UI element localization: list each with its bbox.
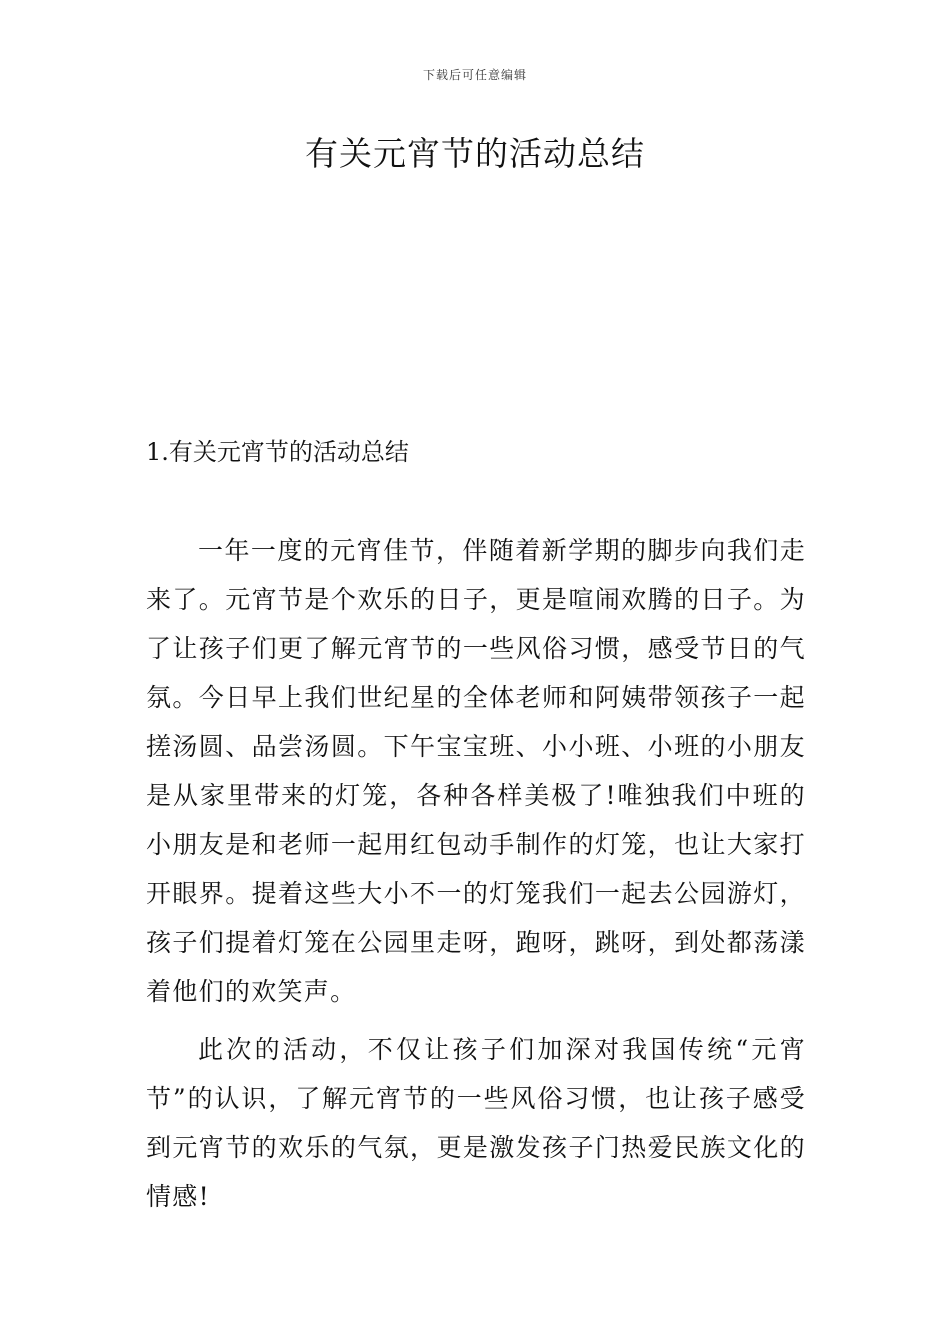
body-paragraph-1: 一年一度的元宵佳节，伴随着新学期的脚步向我们走来了。元宵节是个欢乐的日子，更是喧闹欢腾的日子。为了让孩子们更了解元宵节的一些风俗习惯，感受节日的气氛。今日早上我们世纪星的全体老师和阿姨带领孩子一起搓汤圆、品尝汤圆。下午宝宝班、小小班、小班的小朋友是从家里带来的灯笼，各种各样美极了!唯独我们中班的小朋友是和老师一起用红包动手制作的灯笼，也让大家打开眼界。提着这些大小不一的灯笼我们一起去公园游灯，孩子们提着灯笼在公园里走呀，跑呀，跳呀，到处都荡漾着他们的欢笑声。: [146, 536, 806, 1006]
document-title: 有关元宵节的活动总结: [305, 134, 645, 173]
section-heading: 1.有关元宵节的活动总结: [146, 438, 409, 466]
body-paragraph-2: 此次的活动，不仅让孩子们加深对我国传统“元宵节”的认识，了解元宵节的一些风俗习惯，也让孩子感受到元宵节的欢乐的气氛，更是激发孩子门热爱民族文化的情感!: [146, 1035, 806, 1211]
header-note: 下载后可任意编辑: [422, 68, 527, 82]
